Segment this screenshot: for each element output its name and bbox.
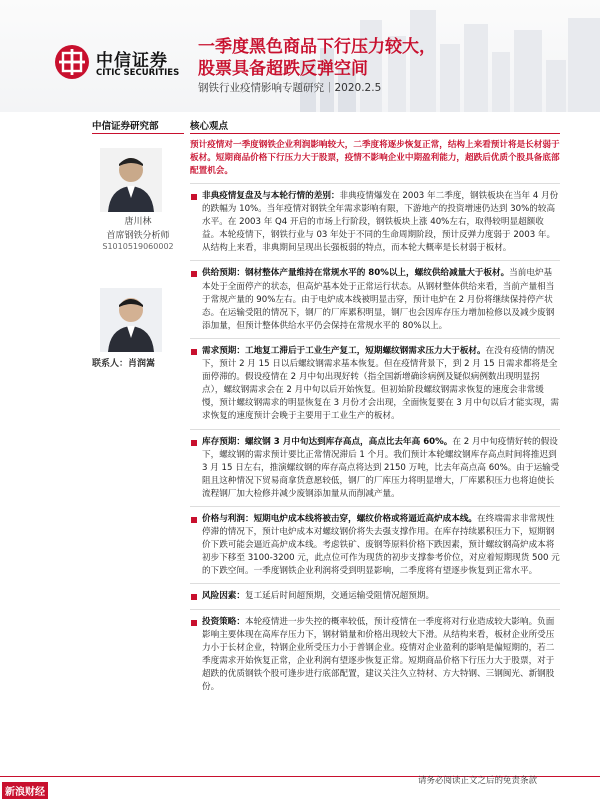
core-views (190, 118, 560, 694)
analyst-photo (100, 148, 162, 212)
section-body: 复工延后时间超预期，交通运输受阻情况超预期。 (244, 591, 435, 602)
section-body: 在没有疫情的情况下，预计 2 月 15 日以后螺纹钢需求基本恢复。但在疫情背景下，到 2 月 15 日需求都将是全面停滞的。假设疫情在 2 月中旬出现好转（指全国新增确诊病例及疑似病例数出现明显拐点），螺纹钢需求会在 2 月中旬以后开始恢复。但初始阶段螺纹钢需求恢复的速度会非常缓慢，预计螺纹钢需求的明显恢复在 3 月份才会出现，全面恢复要在 3 月中旬以后才能实现，需求恢复的速度预计会晚于主要用于工业生产的板材。 (202, 345, 560, 422)
analyst-sidebar (92, 118, 184, 369)
section-body: 在终端需求非常规性停滞的情况下，预计电炉成本对螺纹钢价将失去强支撑作用。在库存持续累积压力下，短期钢价下跌可能会逼近高炉成本线。考虑铁矿、废钢等原料价格下跌因素，预计螺纹钢高炉成本将初步下移至 3100-3200 元，此点位可作为现货的初步支撑参考价位，对应着短期现货 500 元的下跌空间。一季度钢铁企业利润将受到明显影响，二季度将有望逐步恢复到正常水平。 (202, 513, 560, 577)
section-risk (190, 590, 560, 603)
summary-paragraph: 预计疫情对一季度钢铁企业利润影响较大，二季度将逐步恢复正常，结构上来看预计将是长材弱于板材。短期商品价格下行压力大于股票，疫情不影响企业中期盈利能力，超跌后优质个股具备底部配置机会。 (190, 140, 560, 176)
analyst-license-id: S1010519060002 (102, 242, 174, 251)
footer-disclaimer: 请务必阅读正文之后的免责条款 (418, 776, 538, 786)
logo-en-text: CITIC SECURITIES (96, 68, 180, 78)
section-lead: 非典疫情复盘及与本轮行情的差别： (202, 191, 340, 201)
title-line-2: 股票具备超跌反弹空间 (198, 59, 368, 79)
citic-logo (54, 44, 184, 84)
section-demand (190, 345, 560, 424)
core-views-heading: 核心观点 (190, 118, 560, 134)
analyst-name: 唐川林 (124, 217, 152, 227)
section-body: 当前电炉基本处于全面停产的状态，但高炉基本处于正常运行状态。从钢材整体供给来看，当前产量相当于常规产量的 90%左右。由于电炉成本线被明显击穿，预计电炉在 2 月份将继续保持停产状态。在运输受阻的情况下，钢厂的厂库累积明显，钢厂也会因库存压力增加检修以及减少废钢添加量，但预计整体供给水平仍会保持在常规水平的 80%以上。 (202, 268, 555, 331)
report-title (198, 36, 436, 80)
section-divider (190, 609, 560, 610)
section-body: 本轮疫情进一步失控的概率较低，预计疫情在一季度将对行业造成较大影响。负面影响主要体现在高库存压力下，钢材销量和价格出现较大下滑。从结构来看，板材企业所受压力小于长材企业，特钢企业所受压力小于普钢企业。疫情对企业盈利的影响是偏短期的，若二季度需求开始恢复正常，企业利润有望逐步恢复正常。短期商品价格下行压力大于股票，对于超跌的优质钢铁个股可逢步进行底部配置，建议关注久立特材、方大特钢、三钢闽光、新钢股份。 (202, 616, 555, 692)
contact-person: 联系人：肖润嵩 (92, 359, 156, 369)
section-body: 在 2 月中旬疫情好转的假设下，螺纹钢的需求预计要比正常情况滞后 1 个月。我们预计本轮螺纹钢库存高点时间将推迟到 3 月 15 日左右，推演螺纹钢的库存高点将达到 2150 万吨，比去年高点高 60%。由于运输受阻且这种情况下贸易商拿货意愿较低，钢厂的厂库压力将明显增大，厂库累积压力也将迫使长流程钢厂加大检修并减少废钢添加量从而削减产量。 (202, 436, 560, 499)
analyst-title: 首席钢铁分析师 (106, 231, 170, 241)
section-lead: 供给预期：钢材整体产量维持在常规水平的 80%以上，螺纹供给减量大于板材。 (202, 268, 510, 279)
report-header (0, 0, 600, 112)
report-subtitle: 钢铁行业疫情影响专题研究｜2020.2.5 (198, 82, 382, 94)
section-price-profit (190, 513, 560, 578)
section-lead: 投资策略： (202, 616, 245, 627)
section-lead: 库存预期：螺纹钢 3 月中旬达到库存高点，高点比去年高 60%。 (202, 436, 453, 447)
logo-cn-text: 中信证券 (96, 51, 168, 71)
section-lead: 需求预期：工地复工滞后于工业生产复工，短期螺纹钢需求压力大于板材。 (202, 345, 486, 356)
citic-logo-icon (54, 44, 90, 80)
footer-watermark: 新浪财经 (2, 782, 48, 799)
section-divider (190, 260, 560, 261)
section-divider (190, 583, 560, 584)
research-dept-heading: 中信证券研究部 (92, 118, 184, 134)
title-line-1: 一季度黑色商品下行压力较大， (198, 37, 436, 57)
section-inventory (190, 436, 560, 501)
section-body: 非典疫情爆发在 2003 年二季度，钢铁板块在当年 4 月份的跌幅为 10%。当年疫情对钢铁全年需求影响有限，下游地产的投资增速仍达到 30%的较高水平。在 2003 年 Q4 开启的市场上行阶段，钢铁板块上涨 40%左右，取得较明显超额收益。本轮疫情下，钢铁行业与 03 年处于不同的生命周期阶段，预计反弹力度弱于 2003 年。从结构上来看，非典期间呈现出长强板弱的特点，而本轮大概率是长材弱于板材。 (202, 191, 559, 254)
section-divider (190, 506, 560, 507)
section-divider (190, 429, 560, 430)
section-strategy (190, 616, 560, 695)
section-divider (190, 183, 560, 184)
section-sars-review (190, 190, 560, 255)
section-lead: 风险因素： (202, 591, 245, 602)
contact-photo (100, 288, 162, 352)
section-lead: 价格与利润：短期电炉成本线将被击穿，螺纹价格或将逼近高炉成本线。 (202, 513, 478, 524)
section-divider (190, 338, 560, 339)
section-supply (190, 267, 560, 332)
